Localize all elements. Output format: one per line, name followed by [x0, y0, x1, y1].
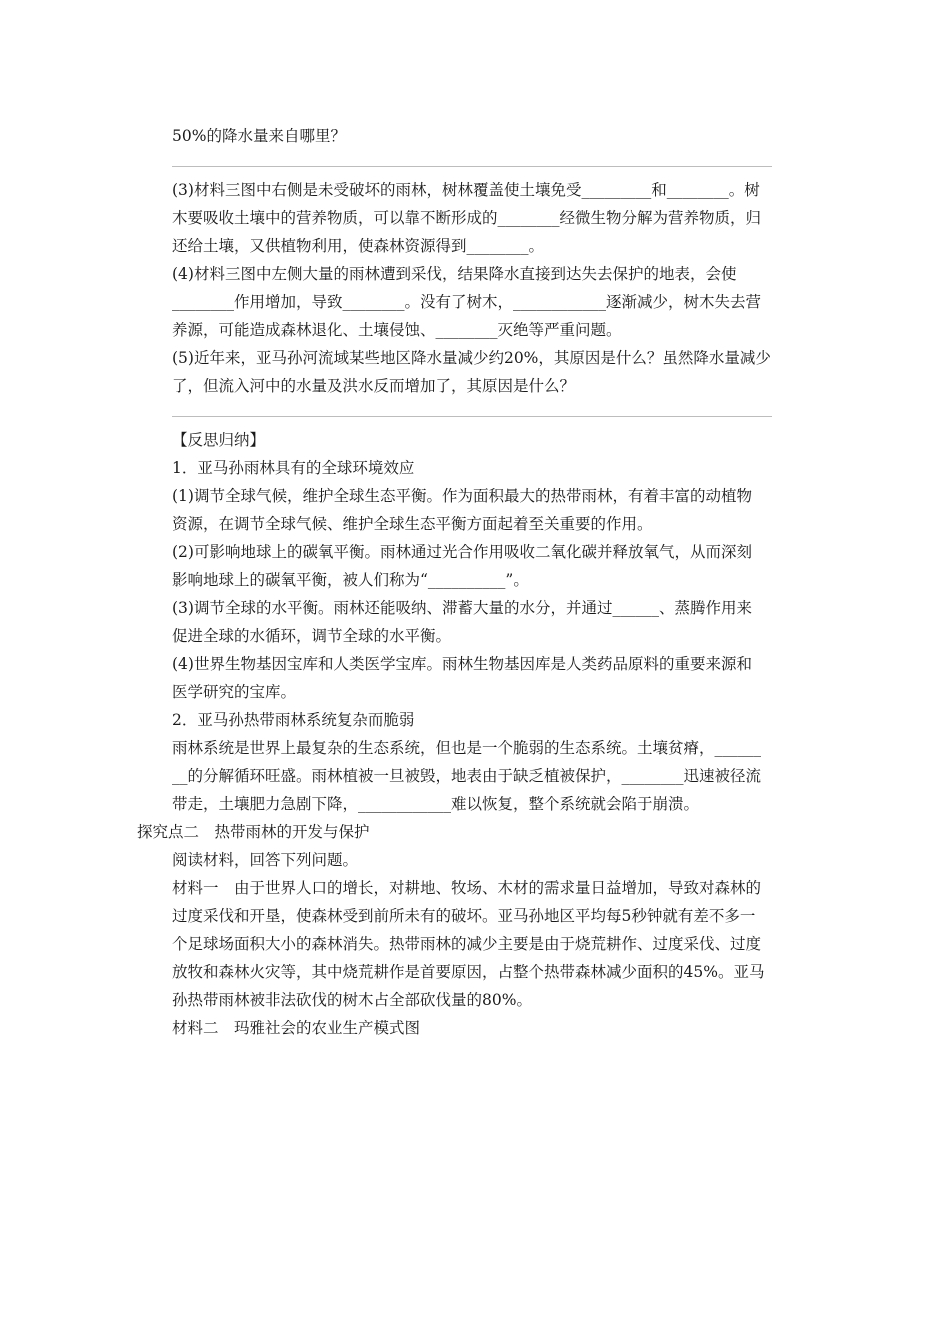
- text-line: 还给土壤，又供植物利用，使森林资源得到________。: [172, 237, 545, 255]
- text-line: 1．亚马孙雨林具有的全球环境效应: [172, 459, 415, 477]
- text-line: 放牧和森林火灾等，其中烧荒耕作是首要原因，占整个热带森林减少面积的45%。亚马: [172, 963, 765, 981]
- text-line: 过度采伐和开垦，使森林受到前所未有的破坏。亚马孙地区平均每5秒钟就有差不多一: [172, 907, 756, 925]
- answer-rule: [172, 166, 772, 167]
- text-line: (4)材料三图中左侧大量的雨林遭到采伐，结果降水直接到达失去保护的地表，会使: [172, 265, 737, 283]
- section-heading: 【反思归纳】: [172, 431, 266, 449]
- text-line: (1)调节全球气候，维护全球生态平衡。作为面积最大的热带雨林，有着丰富的动植物: [172, 487, 752, 505]
- text-line: 雨林系统是世界上最复杂的生态系统，但也是一个脆弱的生态系统。土壤贫瘠，______: [172, 739, 762, 757]
- text-line: 2．亚马孙热带雨林系统复杂而脆弱: [172, 711, 415, 729]
- text-line: 养源，可能造成森林退化、土壤侵蚀、________灭绝等严重问题。: [172, 321, 622, 339]
- text-line: (3)材料三图中右侧是未受破坏的雨林，树林覆盖使土壤免受_________和________。树: [172, 181, 760, 199]
- text-line: (4)世界生物基因宝库和人类医学宝库。雨林生物基因库是人类药品原料的重要来源和: [172, 655, 752, 673]
- text-line: 材料一 由于世界人口的增长，对耕地、牧场、木材的需求量日益增加，导致对森林的: [172, 879, 762, 897]
- text-line: 阅读材料，回答下列问题。: [172, 851, 359, 869]
- text-line: 影响地球上的碳氧平衡，被人们称为“__________”。: [172, 571, 529, 589]
- answer-rule: [172, 416, 772, 417]
- text-line: 医学研究的宝库。: [172, 683, 297, 701]
- section-heading: 探究点二 热带雨林的开发与保护: [137, 823, 370, 841]
- text-line: 带走，土壤肥力急剧下降，____________难以恢复，整个系统就会陷于崩溃。: [172, 795, 700, 813]
- text-line: 了，但流入河中的水量及洪水反而增加了，其原因是什么？: [172, 377, 576, 395]
- text-line: (5)近年来，亚马孙河流域某些地区降水量减少约20%，其原因是什么？虽然降水量减少: [172, 349, 771, 367]
- text-line: 促进全球的水循环，调节全球的水平衡。: [172, 627, 452, 645]
- text-line: 个足球场面积大小的森林消失。热带雨林的减少主要是由于烧荒耕作、过度采伐、过度: [172, 935, 762, 953]
- text-line: 木要吸收土壤中的营养物质，可以靠不断形成的________经微生物分解为营养物质，归: [172, 209, 762, 227]
- text-line: (2)可影响地球上的碳氧平衡。雨林通过光合作用吸收二氧化碳并释放氧气，从而深刻: [172, 543, 752, 561]
- text-line: 孙热带雨林被非法砍伐的树木占全部砍伐量的80%。: [172, 991, 532, 1009]
- text-line: (3)调节全球的水平衡。雨林还能吸纳、滞蓄大量的水分，并通过______、蒸腾作用来: [172, 599, 752, 617]
- text-line: 50%的降水量来自哪里？: [172, 127, 346, 145]
- text-line: __的分解循环旺盛。雨林植被一旦被毁，地表由于缺乏植被保护，________迅速被径流: [172, 767, 762, 785]
- text-line: ________作用增加，导致________。没有了树木，____________逐渐减少，树木失去营: [172, 293, 762, 311]
- text-line: 资源，在调节全球气候、维护全球生态平衡方面起着至关重要的作用。: [172, 515, 653, 533]
- text-line: 材料二 玛雅社会的农业生产模式图: [172, 1019, 421, 1037]
